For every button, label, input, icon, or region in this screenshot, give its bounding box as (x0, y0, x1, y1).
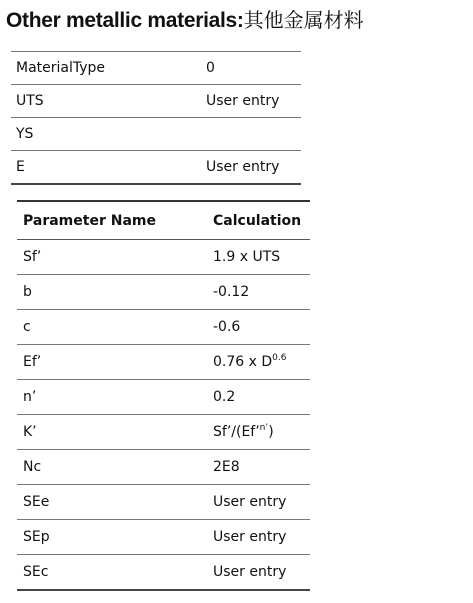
parameter-calculation: User entry (207, 555, 310, 591)
table-row (17, 415, 310, 450)
title-chinese: 其他金属材料 (243, 8, 364, 32)
calculation-tail: ) (268, 424, 274, 440)
material-property-value: 0 (201, 52, 301, 85)
parameter-name: SEp (17, 520, 207, 555)
parameter-name: Nc (17, 450, 207, 485)
parameter-name: c (17, 310, 207, 345)
parameter-calculation (207, 415, 310, 450)
parameter-calculation: -0.6 (207, 310, 310, 345)
parameter-calculation (207, 345, 310, 380)
calculation-base: Sf’/(Ef’ (213, 424, 260, 440)
table-header-row (17, 201, 310, 240)
table-row (17, 555, 310, 591)
table-row (11, 52, 301, 85)
table-row (17, 520, 310, 555)
parameter-name: b (17, 275, 207, 310)
calculation-exponent: 0.6 (272, 353, 287, 363)
parameter-calculation: 1.9 x UTS (207, 240, 310, 275)
column-header-calculation: Calculation (207, 201, 310, 240)
material-property-value: User entry (201, 85, 301, 118)
material-property-name: MaterialType (11, 52, 201, 85)
material-property-value: User entry (201, 151, 301, 185)
table-row (17, 275, 310, 310)
parameter-calculation: -0.12 (207, 275, 310, 310)
parameter-name: Ef’ (17, 345, 207, 380)
material-property-name: E (11, 151, 201, 185)
parameter-name: K’ (17, 415, 207, 450)
table-row (11, 118, 301, 151)
table-row (17, 345, 310, 380)
parameter-calculation: User entry (207, 520, 310, 555)
table-row (17, 485, 310, 520)
parameter-name: SEc (17, 555, 207, 591)
parameter-calculation: 0.2 (207, 380, 310, 415)
table-row (17, 450, 310, 485)
parameter-table (17, 200, 310, 591)
column-header-parameter-name: Parameter Name (17, 201, 207, 240)
table-row (11, 85, 301, 118)
calculation-base: 0.76 x D (213, 354, 273, 370)
title-english: Other metallic materials: (6, 9, 244, 32)
table-row (17, 310, 310, 345)
table-row (11, 151, 301, 185)
parameter-name: SEe (17, 485, 207, 520)
parameter-name: Sf’ (17, 240, 207, 275)
calculation-exponent: n’ (259, 423, 269, 433)
table-row (17, 380, 310, 415)
material-property-name: YS (11, 118, 201, 151)
material-table (11, 51, 301, 185)
page-title (6, 6, 364, 35)
parameter-calculation: User entry (207, 485, 310, 520)
material-property-value (201, 118, 301, 151)
material-property-name: UTS (11, 85, 201, 118)
parameter-calculation: 2E8 (207, 450, 310, 485)
table-row (17, 240, 310, 275)
parameter-name: n’ (17, 380, 207, 415)
